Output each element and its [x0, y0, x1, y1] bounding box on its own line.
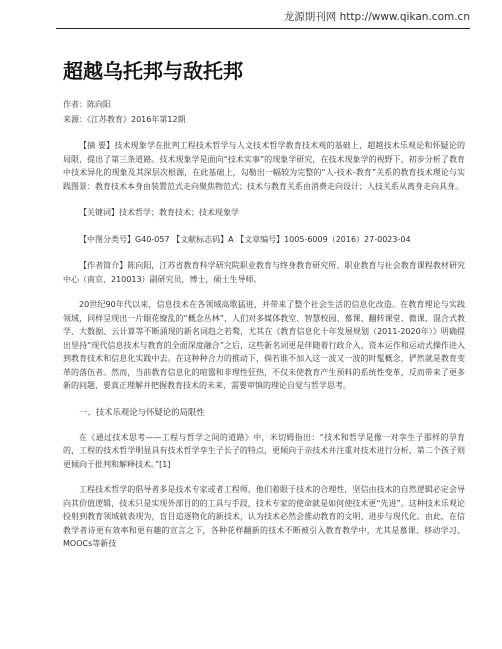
- abstract: 【摘 要】技术现象学在批判工程技术哲学与人文技术哲学教育技术观的基础上，超越技术乐观论和怀疑论的局限，提出了第三条道路。技术现象学是面向“技术实事”的现象学研究，在技术现象学的视野下，初步分析了教育中技术异化的现象及其深层次根源，在此基础上，勾勒出一幅较为完整的“人-技术-教育”关系的教育技术理论与实践图景：教育技术本身由装置范式走向聚焦物范式；技术与教育关系由消费走向设计；人技关系从离身走向具身。: [63, 141, 465, 191]
- author-line: 作者：陈向阳: [63, 100, 111, 109]
- paragraph-2: 在《通过技术思考——工程与哲学之间的道路》中，米切姆指出：“技术和哲学是像一对孪生子那样的孕育的，工程的技术哲学明显具有技术哲学孪生子长子的特点，更倾向于亲技术并注重对技术进行分析，第二个孩子则更倾向于批判和解释技术。”[1]: [63, 432, 465, 469]
- source-line: 来源：《江苏教育》2016年第12期: [63, 115, 186, 124]
- article-content: [63, 58, 465, 551]
- article-title: 超越乌托邦与敌托邦: [63, 59, 243, 83]
- keywords: 【关键词】技术哲学；教育技术；技术现象学: [79, 208, 239, 217]
- author-intro: 【作者简介】陈向阳，江苏省教育科学研究院职业教育与终身教育研究所、职业教育与社会教育课程教材研究中心（南京，210013）副研究员，博士，硕士生导师。: [63, 261, 465, 284]
- paragraph-3: 工程技术哲学的倡导者多是技术专家或者工程师，他们着眼于技术的合理性，坚信由技术的自然逻辑必定会导向其价值逻辑，技术只是实现外部目的的工具与手段，技术专家的使命就是如何使技术更“先进”。这种技术乐观论投射到教育领域就表现为，盲目追逐物化的新技术，认为技术必然会推动教育的文明、进步与现代化。由此，在信教学者诗更有效率和更有趣的宣言之下，各种花样翻新的技术不断被引入教育教学中，尤其是慕课、移动学习、MOOCs等新技: [63, 485, 465, 548]
- site-header[interactable]: 龙源期刊网 http://www.qikan.com.cn: [56, 6, 470, 29]
- classification: 【中图分类号】G40-057 【文献标志码】A 【文章编号】1005-6009（2016）27-0023-04: [79, 234, 411, 244]
- section-heading-1: 一、技术乐观论与怀疑论的局限性: [79, 406, 205, 417]
- paragraph-1: 20世纪90年代以来，信息技术在各领域高歌猛进，并带来了整个社会生活的信息化改造。在教育理论与实践领域，同样呈现出一片眼花缭乱的“概念丛林”，人们对多媒体教室、智慧校园、慕课、翻转课堂、微课、混合式教学、大数据、云计算等不断涌现的新名词趋之若鹜，尤其在《教育信息化十年发展规划（2011-2020年）》明确提出坚持“现代信息技术与教育的全面深度融合”之后，这些新名词更是伴随着行政介入、资本运作和运动式操作进入到教育技术和信息化实践中去。在这种种合力的推动下，倘若谁不加入这一波又一波的时髦概念，俨然就是教育变革的落伍者。然而，当前教育信息化的喧嚣和非理性狂热，不仅未使教育产生预料的系统性变革，反而带来了更多新的问题，要真正理解并把握教育技术的未来，需要审慎的理论自觉与哲学思考。: [63, 300, 465, 390]
- article-meta: [63, 99, 465, 126]
